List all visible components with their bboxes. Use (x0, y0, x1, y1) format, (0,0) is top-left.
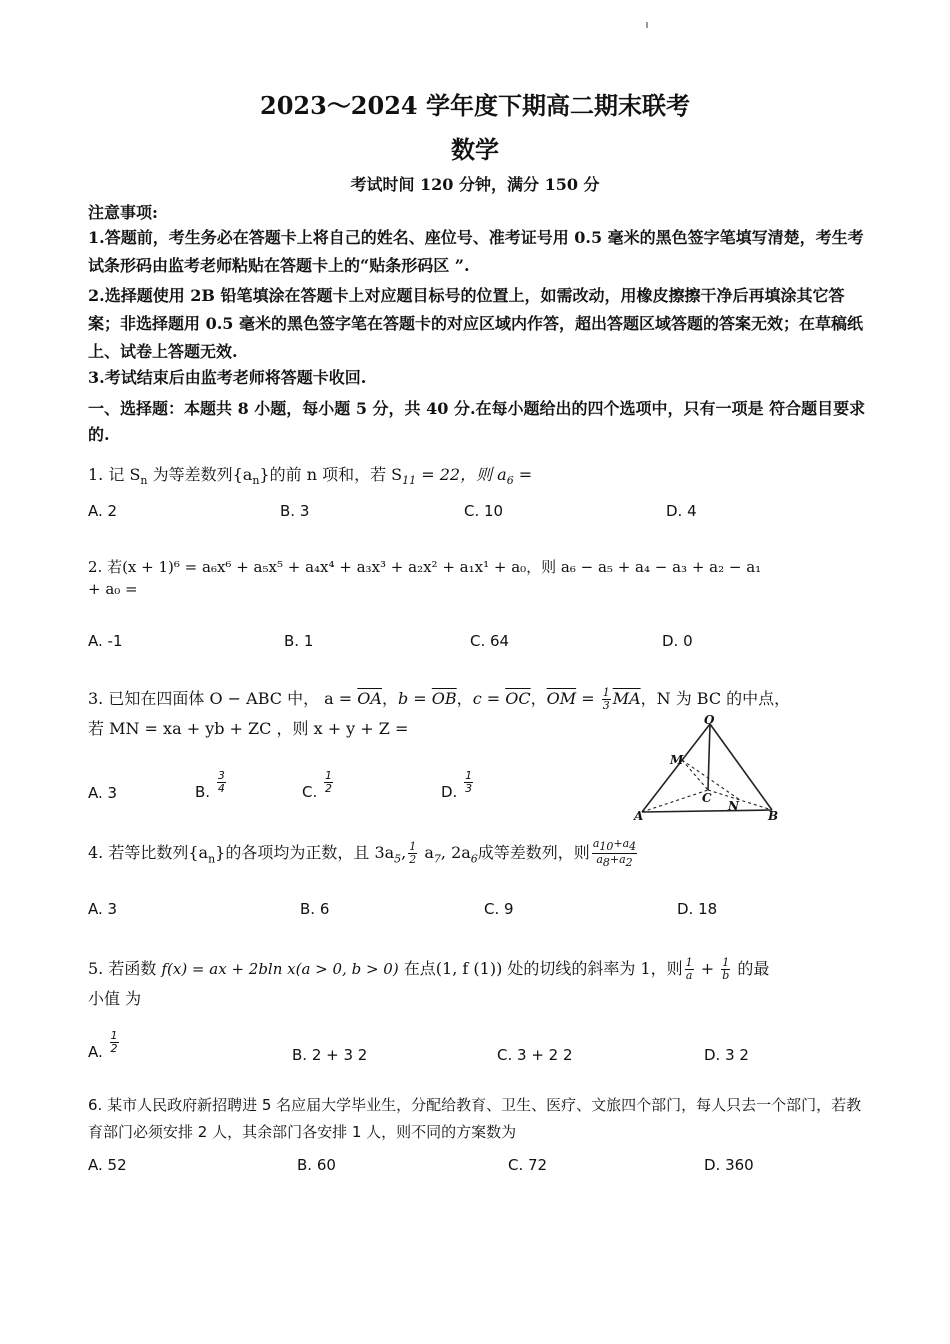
question-3-line-1: 3. 已知在四面体 O − ABC 中， $a = \overline{OA}$，$b = \overline{OB}$，$c = \overline{OC}$，$\overline{OM}$ = $\frac{1}{3}$ $\overline{MA}$，N 为 BC 的中点， (88, 686, 791, 712)
exam-subject: 数学 (451, 135, 499, 164)
q4-option-b[interactable]: B. 6 (300, 900, 330, 918)
question-1: 1. 记 $S_n$ 为等差数列$\{a_n\}$的前 n 项和，若 $S_{11} = 22$，则 $a_6$ = (88, 465, 533, 488)
exam-time-info: 考试时间 120 分钟，满分 150 分 (350, 175, 600, 194)
q3-option-c[interactable]: C. $\frac{1}{2}$ (302, 769, 333, 801)
q4-option-c[interactable]: C. 9 (484, 900, 514, 918)
question-5-line-1: 5. 若函数 f(x) = ax + 2bln x(a > 0, b > 0) 在点(1, f (1)) 处的切线的斜率为 1，则 $\frac{1}{a}$ + $\frac{1}{b}$ 的最 (88, 956, 770, 982)
question-2-line-1: 2. 若(x + 1)⁶ = a₆x⁶ + a₅x⁵ + a₄x⁴ + a₃x³ + a₂x² + a₁x¹ + a₀，则 a₆ − a₅ + a₄ − a₃ + a₂ − a₁ (88, 558, 762, 576)
q1-option-a[interactable]: A. 2 (88, 502, 118, 520)
q6-option-b[interactable]: B. 60 (297, 1156, 336, 1174)
fig-label-m: M (670, 753, 684, 767)
q2-option-c[interactable]: C. 64 (470, 632, 510, 650)
fig-label-c: C (702, 791, 712, 805)
question-2-line-2: + a₀ = (88, 580, 138, 598)
q4-option-d[interactable]: D. 18 (677, 900, 718, 918)
notes-heading: 注意事项: (88, 203, 158, 222)
q6-option-c[interactable]: C. 72 (508, 1156, 548, 1174)
note-2: 2.选择题使用 2B 铅笔填涂在答题卡上对应题目标号的位置上，如需改动，用橡皮擦擦干净后再填涂其它答案；非选择题用 0.5 毫米的黑色签字笔在答题卡的对应区域内作答，超出答题区域答题的答案无效；在草稿纸上、试卷上答题无效. (88, 286, 863, 361)
exam-title: 2023～2024 学年度下期高二期末联考 (260, 91, 690, 120)
q1-option-c[interactable]: C. 10 (464, 502, 504, 520)
fig-label-o: O (704, 713, 715, 727)
tetrahedron-figure (630, 712, 790, 824)
q1-option-b[interactable]: B. 3 (280, 502, 310, 520)
q6-option-d[interactable]: D. 360 (704, 1156, 754, 1174)
q3-option-b[interactable]: B. $\frac{3}{4}$ (195, 769, 225, 801)
q5-option-a[interactable]: A. $\frac{1}{2}$ (88, 1029, 118, 1061)
q5-option-c[interactable]: C. 3 + 2 2 (497, 1046, 573, 1064)
q3-option-d[interactable]: D. $\frac{1}{3}$ (441, 769, 473, 801)
q5-option-b[interactable]: B. 2 + 3 2 (292, 1046, 368, 1064)
question-4: 4. 若等比数列$\{a_n\}$的各项均为正数，且 $3a_5$, $\frac{1}{2}$ $a_7$, $2a_6$成等差数列，则 $\frac{a_{10}+a_4}{a_8+a_2}$ (88, 837, 637, 870)
fig-label-a: A (634, 809, 644, 823)
q2-option-d[interactable]: D. 0 (662, 632, 693, 650)
top-mark (646, 22, 648, 28)
question-3-line-2: 若 MN = xa + yb + ZC ，则 x + y + Z = (88, 719, 409, 738)
section-1-heading: 一、选择题：本题共 8 小题，每小题 5 分，共 40 分.在每小题给出的四个选项中，只有一项是 符合题目要求的. (88, 399, 866, 444)
fig-label-b: B (768, 809, 779, 823)
q5-option-d[interactable]: D. 3 2 (704, 1046, 749, 1064)
note-1: 1.答题前，考生务必在答题卡上将自己的姓名、座位号、准考证号用 0.5 毫米的黑色签字笔填写清楚，考生考试条形码由监考老师粘贴在答题卡上的“贴条形码区 ”. (88, 228, 864, 275)
question-5-line-2: 小值 为 (88, 989, 142, 1008)
q6-option-a[interactable]: A. 52 (88, 1156, 127, 1174)
q2-option-b[interactable]: B. 1 (284, 632, 314, 650)
fig-label-n: N (728, 799, 739, 813)
q2-option-a[interactable]: A. -1 (88, 632, 123, 650)
question-6: 6. 某市人民政府新招聘进 5 名应届大学毕业生，分配给教育、卫生、医疗、文旅四个部门，每人只去一个部门，若教育部门必须安排 2 人，其余部门各安排 1 人，则不同的方案数为 (88, 1096, 862, 1141)
q4-option-a[interactable]: A. 3 (88, 900, 118, 918)
q1-option-d[interactable]: D. 4 (666, 502, 697, 520)
q3-option-a[interactable]: A. 3 (88, 784, 118, 802)
note-3: 3.考试结束后由监考老师将答题卡收回. (88, 368, 367, 387)
